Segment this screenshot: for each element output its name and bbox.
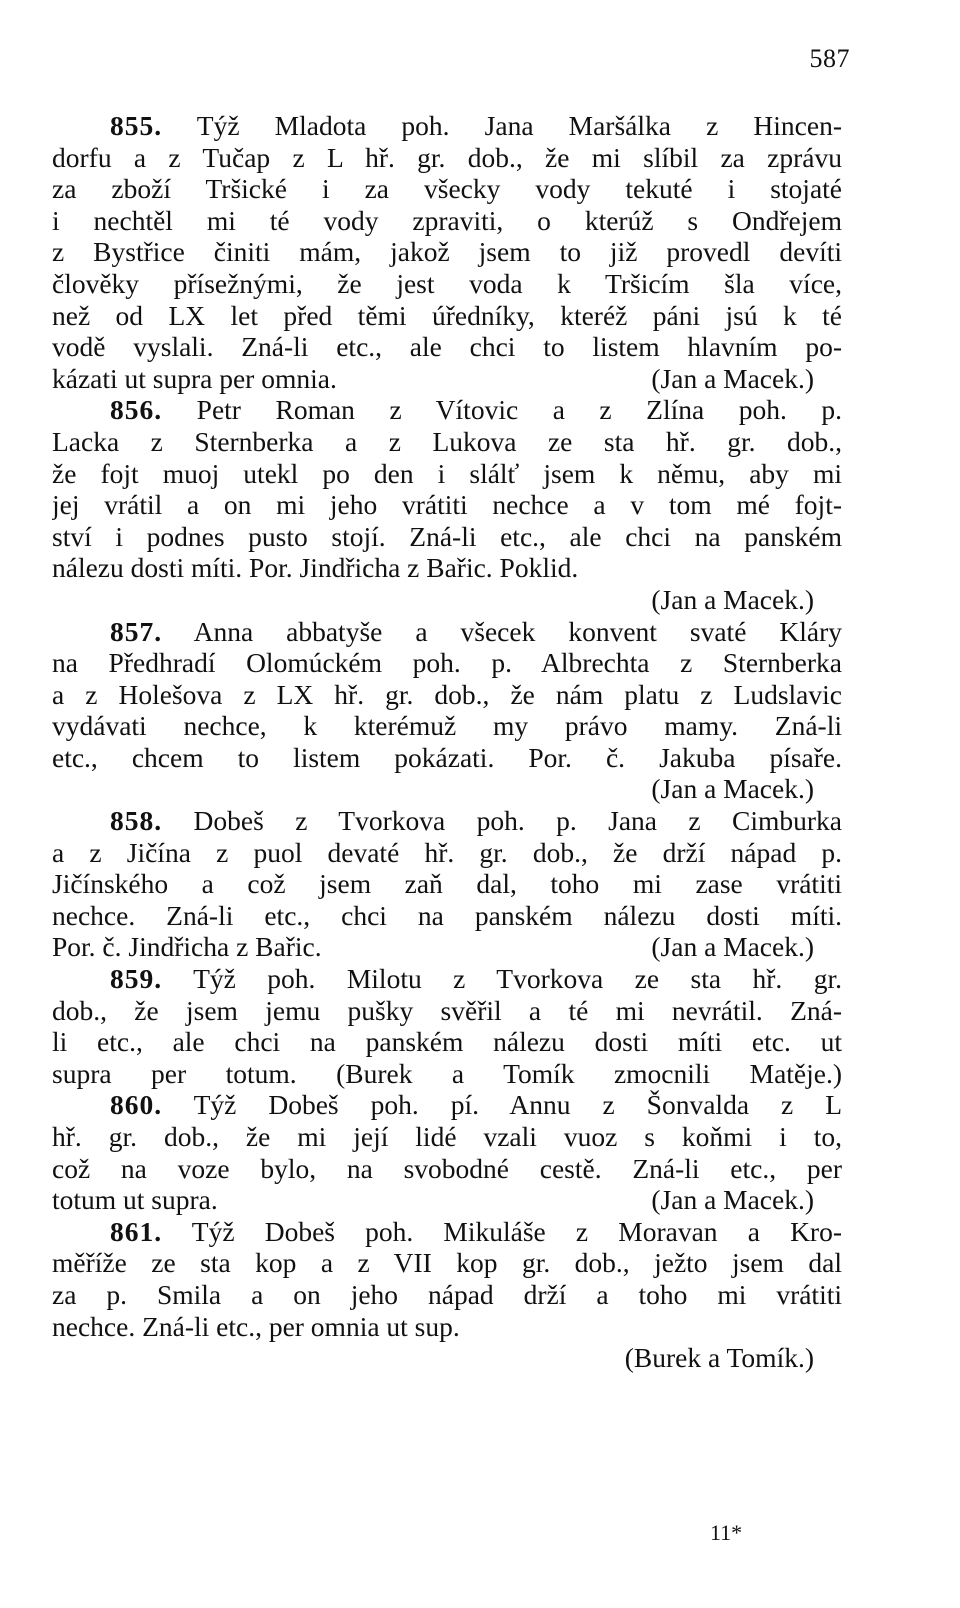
entry-line: vodě vyslali. Zná-li etc., ale chci to listem hlavním po- — [52, 331, 842, 363]
entry-number: 857. — [110, 615, 163, 647]
entry-line: že fojt muoj utekl po den i slálť jsem k němu, aby mi — [52, 457, 842, 489]
entry-line: což na voze bylo, na svobodné cestě. Zná-li etc., per — [52, 1152, 842, 1184]
signature-mark: 11* — [710, 1520, 743, 1545]
entry-text: Týž Dobeš poh. pí. Annu z Šonvalda z L — [193, 1089, 842, 1121]
entry-line: člověky přísežnými, že jest voda k Tršicím šla více, — [52, 267, 842, 299]
entry-last-line — [52, 1184, 842, 1216]
entry-861-line-1 — [52, 1216, 842, 1248]
entry-line: za zboží Tršické i za všecky vody tekuté i stojaté — [52, 173, 842, 205]
entry-number: 858. — [110, 805, 163, 837]
entry-number: 856. — [110, 394, 163, 426]
entry-line: než od LX let před těmi úředníky, kteréž páni jsú k té — [52, 299, 842, 331]
entry-text: totum ut supra. — [52, 1184, 218, 1216]
entry-text: Anna abbatyše a všecek konvent svaté Kláry — [193, 615, 842, 647]
entry-line: Lacka z Sternberka a z Lukova ze sta hř. gr. dob., — [52, 425, 842, 457]
entry-text: Týž poh. Milotu z Tvorkova ze sta hř. gr. — [193, 963, 842, 995]
entry-line: a z Jičína z puol devaté hř. gr. dob., že drží nápad p. — [52, 836, 842, 868]
entry-855-line-1 — [52, 110, 842, 142]
entry-line: supra per totum. (Burek a Tomík zmocnili Matěje.) — [52, 1057, 842, 1089]
entry-line: za p. Smila a on jeho nápad drží a toho mi vrátiti — [52, 1278, 842, 1310]
entry-text: Por. č. Jindřicha z Bařic. — [52, 931, 322, 963]
entry-last-line: etc., chcem to listem pokázati. Por. č. Jakuba písaře. — [52, 741, 842, 773]
entry-number: 859. — [110, 963, 163, 995]
entry-line: měříže ze sta kop a z VII kop gr. dob., ježto jsem dal — [52, 1247, 842, 1279]
entry-line: nechce. Zná-li etc., chci na panském nálezu dosti míti. — [52, 899, 842, 931]
entry-signature: (Jan a Macek.) — [651, 1184, 814, 1216]
entry-line: a z Holešova z LX hř. gr. dob., že nám platu z Ludslavic — [52, 678, 842, 710]
entry-line: hř. gr. dob., že mi její lidé vzali vuoz s koňmi i to, — [52, 1121, 842, 1152]
entry-line: vydávati nechce, k kterémuž my právo mamy. Zná-li — [52, 710, 842, 742]
entry-line: li etc., ale chci na panském nálezu dosti míti etc. ut — [52, 1026, 842, 1058]
entry-text: Týž Dobeš poh. Mikuláše z Moravan a Kro- — [191, 1215, 842, 1247]
entry-line: jej vrátil a on mi jeho vrátiti nechce a v tom mé fojt- — [52, 489, 842, 521]
entry-signature: (Jan a Macek.) — [651, 773, 814, 805]
entry-858-line-1 — [52, 805, 842, 837]
entry-857-line-1 — [52, 616, 842, 648]
entry-line: i nechtěl mi té vody zpraviti, o kterúž s Ondřejem — [52, 204, 842, 236]
entry-signature: (Jan a Macek.) — [651, 583, 814, 615]
entry-signature: (Burek a Tomík.) — [624, 1342, 814, 1374]
entry-text: kázati ut supra per omnia. — [52, 362, 337, 394]
entry-signature: (Jan a Macek.) — [651, 362, 814, 394]
entry-text: Týž Mladota poh. Jana Maršálka z Hincen- — [196, 110, 842, 141]
entry-last-line — [52, 931, 842, 963]
entry-859-line-1 — [52, 963, 842, 995]
entry-line: na Předhradí Olomúckém poh. p. Albrechta z Sternberka — [52, 647, 842, 679]
entry-text: Petr Roman z Vítovic a z Zlína poh. p. — [196, 394, 842, 426]
entry-line: z Bystřice činiti mám, jakož jsem to již provedl devíti — [52, 236, 842, 268]
entry-text: Dobeš z Tvorkova poh. p. Jana z Cimburka — [193, 805, 842, 837]
entry-number: 860. — [110, 1089, 163, 1121]
entry-856-line-1 — [52, 394, 842, 426]
entry-line: dorfu a z Tučap z L hř. gr. dob., že mi slíbil za zprávu — [52, 141, 842, 173]
entry-number: 861. — [110, 1215, 163, 1247]
entry-signature: (Jan a Macek.) — [651, 931, 814, 963]
entry-last-line: nálezu dosti míti. Por. Jindřicha z Bařic. Poklid. — [52, 552, 579, 584]
entry-last-line — [52, 363, 842, 395]
text-body — [52, 110, 842, 1374]
entry-line: ství i podnes pusto stojí. Zná-li etc., ale chci na panském — [52, 520, 842, 552]
entry-line: dob., že jsem jemu pušky svěřil a té mi nevrátil. Zná- — [52, 994, 842, 1026]
entry-number: 855. — [110, 110, 163, 141]
entry-last-line: nechce. Zná-li etc., per omnia ut sup. — [52, 1310, 460, 1342]
entry-line: Jičínského a což jsem zaň dal, toho mi zase vrátiti — [52, 868, 842, 900]
page-number: 587 — [809, 44, 850, 73]
entry-860-line-1 — [52, 1089, 842, 1121]
